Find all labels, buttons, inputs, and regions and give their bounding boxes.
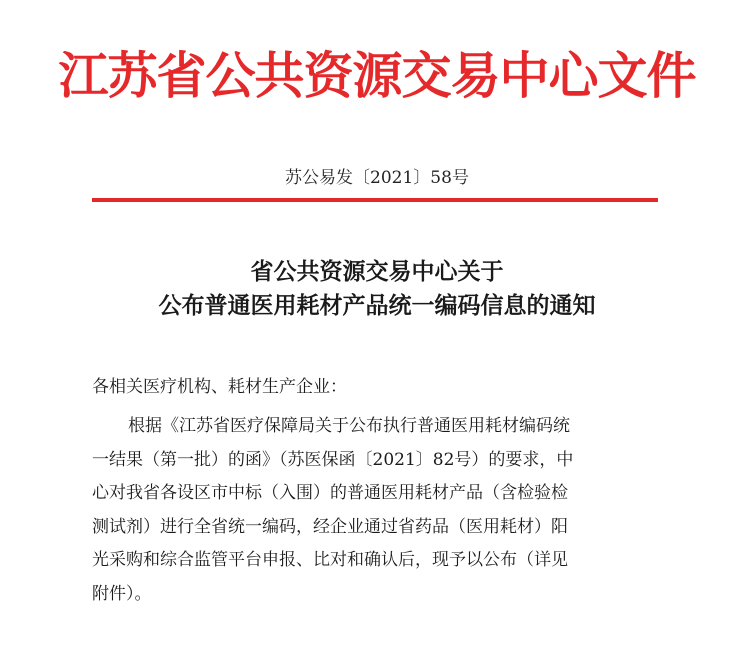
- red-divider-line: [92, 198, 658, 202]
- body-line: 测试剂）进行全省统一编码，经企业通过省药品（医用耗材）阳: [92, 516, 568, 537]
- document-number: 苏公易发〔2021〕58号: [285, 168, 469, 188]
- issuing-organization-header: 江苏省公共资源交易中心文件: [58, 47, 696, 105]
- notice-title-line-1: 省公共资源交易中心关于: [250, 259, 504, 285]
- body-paragraph: [92, 410, 672, 611]
- body-line: 光采购和综合监管平台申报、比对和确认后，现予以公布（详见: [92, 550, 568, 570]
- body-line: 一结果（第一批）的函》（苏医保函〔2021〕82号）的要求，中: [92, 449, 574, 470]
- salutation: 各相关医疗机构、耗材生产企业：: [92, 377, 347, 397]
- body-line: 根据《江苏省医疗保障局关于公布执行普通医用耗材编码统: [128, 416, 570, 436]
- notice-title-line-2: 公布普通医用耗材产品统一编码信息的通知: [158, 293, 596, 319]
- notice-title: [0, 255, 754, 323]
- body-line: 心对我省各设区市中标（入围）的普通医用耗材产品（含检验检: [92, 483, 568, 503]
- body-line: 附件）。: [92, 583, 152, 604]
